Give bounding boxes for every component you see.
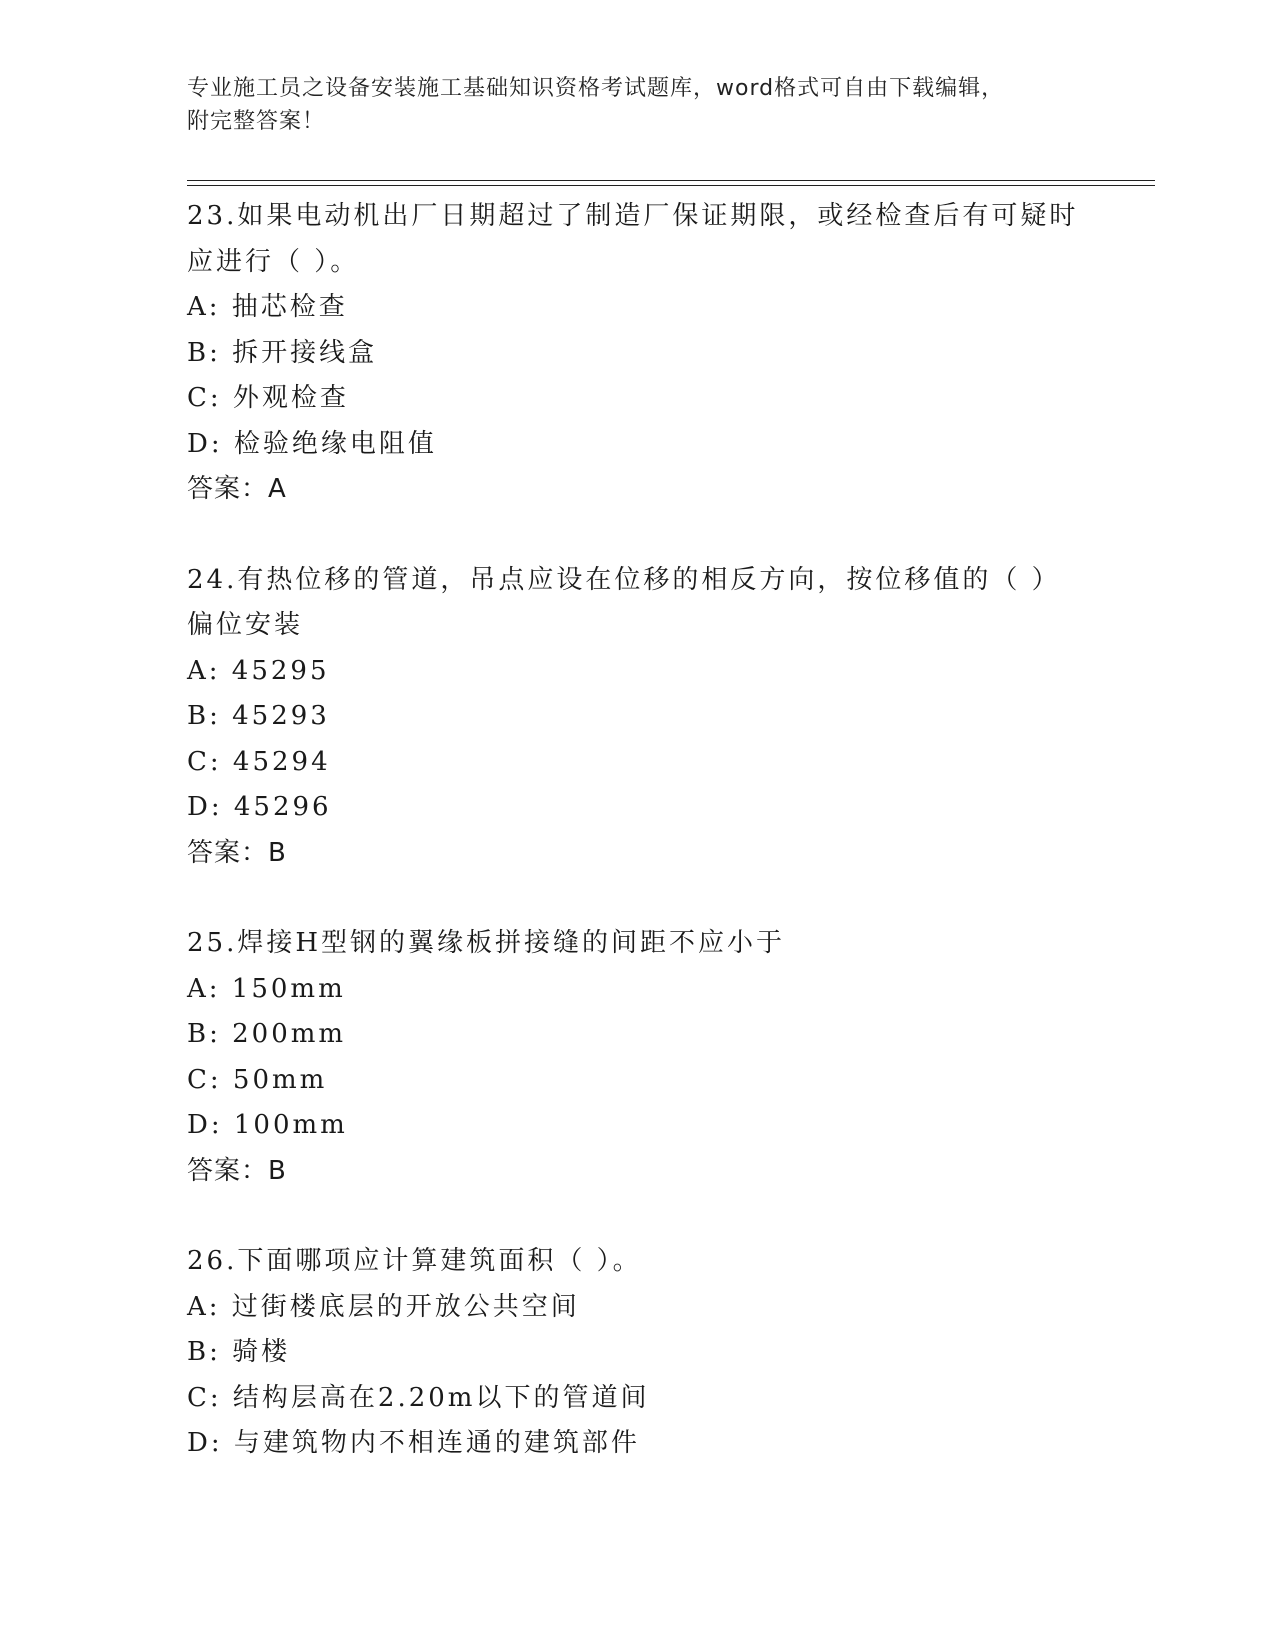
answer: 答案：B — [187, 837, 287, 868]
option-c: C: 结构层高在2.20m以下的管道间 — [187, 1382, 650, 1413]
answer: 答案：B — [187, 1155, 287, 1186]
document-header — [187, 72, 1155, 138]
question-stem: 25.焊接H型钢的翼缘板拼接缝的间距不应小于 — [187, 928, 786, 958]
header-line-1: 专业施工员之设备安装施工基础知识资格考试题库，word格式可自由下载编辑， — [187, 76, 1005, 101]
document-page — [187, 72, 1155, 1512]
option-d: D: 45296 — [187, 792, 332, 822]
option-d: D: 100mm — [187, 1110, 348, 1140]
option-a: A: 过街楼底层的开放公共空间 — [187, 1291, 580, 1322]
option-b: B: 拆开接线盒 — [187, 337, 378, 368]
question-stem: 应进行（ ）。 — [187, 246, 360, 277]
option-c: C: 45294 — [187, 746, 331, 777]
question-24 — [187, 558, 1155, 877]
question-stem: 偏位安装 — [187, 610, 304, 640]
option-c: C: 外观检查 — [187, 383, 349, 413]
question-25 — [187, 921, 1155, 1194]
option-a: A: 45295 — [187, 655, 330, 686]
option-d: D: 与建筑物内不相连通的建筑部件 — [187, 1428, 640, 1458]
option-b: B: 45293 — [187, 701, 330, 731]
option-d: D: 检验绝缘电阻值 — [187, 428, 437, 459]
option-b: B: 200mm — [187, 1019, 347, 1049]
option-b: B: 骑楼 — [187, 1337, 291, 1367]
question-23 — [187, 194, 1155, 513]
question-list — [187, 194, 1155, 1467]
option-a: A: 抽芯检查 — [187, 292, 348, 322]
header-line-2: 附完整答案！ — [187, 109, 326, 134]
question-26 — [187, 1239, 1155, 1467]
question-stem: 23.如果电动机出厂日期超过了制造厂保证期限，或经检查后有可疑时 — [187, 201, 1079, 231]
header-divider — [187, 180, 1155, 186]
option-c: C: 50mm — [187, 1064, 328, 1095]
question-stem: 26.下面哪项应计算建筑面积（ ）。 — [187, 1246, 642, 1276]
question-stem: 24.有热位移的管道，吊点应设在位移的相反方向，按位移值的（ ） — [187, 564, 1061, 595]
option-a: A: 150mm — [187, 973, 346, 1004]
answer: 答案：A — [187, 474, 287, 504]
